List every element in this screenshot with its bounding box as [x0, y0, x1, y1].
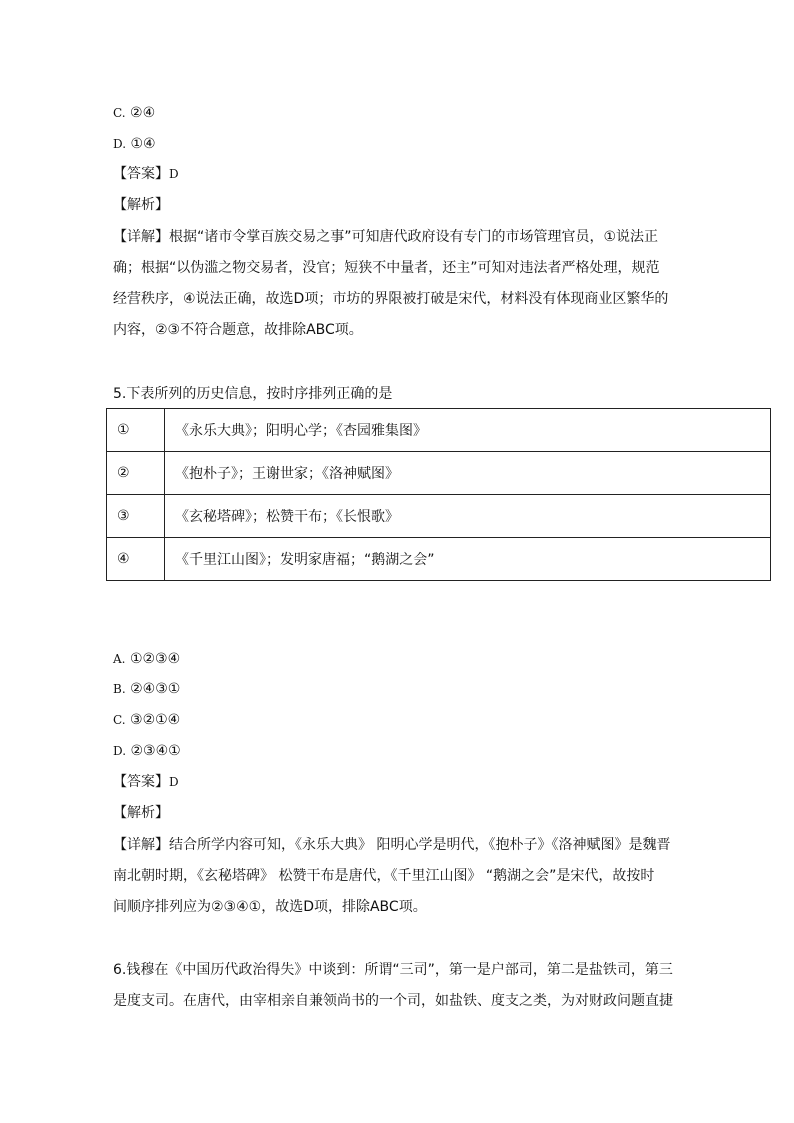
table-cell-num: ② — [107, 452, 165, 495]
q4-detail — [113, 222, 687, 346]
q4-detail-line: 【详解】根据“诸市令掌百族交易之事”可知唐代政府设有专门的市场管理官员，①说法正 — [113, 229, 659, 245]
q4-option-c — [113, 103, 155, 123]
q5-option-c-letter: C. — [113, 713, 126, 727]
q4-answer — [113, 164, 179, 184]
q4-analysis-label: 【解析】 — [113, 197, 169, 213]
q5-option-d — [113, 741, 181, 761]
table-cell-num: ① — [107, 409, 165, 452]
q5-detail — [113, 830, 687, 923]
table-cell-content: 《千里江山图》；发明家唐福；“鹅湖之会” — [165, 538, 771, 581]
table-row — [107, 538, 771, 581]
q5-analysis-label: 【解析】 — [113, 805, 169, 821]
q5-option-c-text: ③②①④ — [130, 712, 181, 728]
q4-detail-line: 经营秩序，④说法正确，故选D项；市坊的界限被打破是宋代，材料没有体现商业区繁华的 — [113, 291, 669, 307]
q6-question — [113, 955, 687, 1017]
q5-option-b — [113, 679, 180, 699]
table-cell-num: ③ — [107, 495, 165, 538]
q5-option-d-text: ②③④① — [130, 743, 181, 759]
table-row — [107, 409, 771, 452]
q5-history-table — [106, 408, 771, 581]
table-cell-content: 《抱朴子》；王谢世家；《洛神赋图》 — [165, 452, 771, 495]
q4-answer-value: D — [169, 167, 179, 181]
q4-detail-line: 确；根据“以伪滥之物交易者，没官；短狭不中量者，还主”可知对违法者严格处理，规范 — [113, 260, 660, 276]
q4-option-c-letter: C. — [113, 106, 126, 120]
q5-answer — [113, 772, 179, 792]
q5-option-b-letter: B. — [113, 682, 126, 696]
table-row — [107, 452, 771, 495]
q5-detail-line: 【详解】结合所学内容可知，《永乐大典》 阳明心学是明代，《抱朴子》《洛神赋图》是魏晋 — [113, 837, 671, 853]
q5-option-a-letter: A. — [113, 652, 126, 666]
q5-option-b-text: ②④③① — [130, 681, 181, 697]
q5-option-a-text: ①②③④ — [129, 651, 181, 667]
table-cell-num: ④ — [107, 538, 165, 581]
q6-line: 是度支司。在唐代，由宰相亲自兼领尚书的一个司，如盐铁、度支之类，为对财政问题直捷 — [113, 993, 673, 1009]
q5-answer-label: 【答案】 — [113, 774, 169, 790]
q5-option-d-letter: D. — [113, 744, 127, 758]
table-row — [107, 495, 771, 538]
table-cell-content: 《玄秘塔碑》；松赞干布；《长恨歌》 — [165, 495, 771, 538]
q5-option-a — [113, 649, 180, 669]
table-cell-content: 《永乐大典》；阳明心学；《杏园雅集图》 — [165, 409, 771, 452]
q4-option-d-text: ①④ — [130, 136, 156, 152]
q4-option-c-text: ②④ — [130, 105, 156, 121]
q5-question: 5.下表所列的历史信息，按时序排列正确的是 — [113, 386, 393, 402]
q5-detail-line: 南北朝时期，《玄秘塔碑》 松赞干布是唐代，《千里江山图》 “鹅湖之会”是宋代，故按时 — [113, 868, 655, 884]
q5-answer-value: D — [169, 775, 179, 789]
q5-option-c — [113, 710, 180, 730]
q4-option-d-letter: D. — [113, 137, 127, 151]
q4-answer-label: 【答案】 — [113, 166, 169, 182]
q4-detail-line: 内容，②③不符合题意，故排除ABC项。 — [113, 322, 363, 338]
q6-line: 6.钱穆在《中国历代政治得失》中谈到：所谓“三司”，第一是户部司，第二是盐铁司，第三 — [113, 962, 673, 978]
q4-option-d — [113, 134, 156, 154]
q5-detail-line: 间顺序排列应为②③④①，故选D项，排除ABC项。 — [113, 899, 427, 915]
